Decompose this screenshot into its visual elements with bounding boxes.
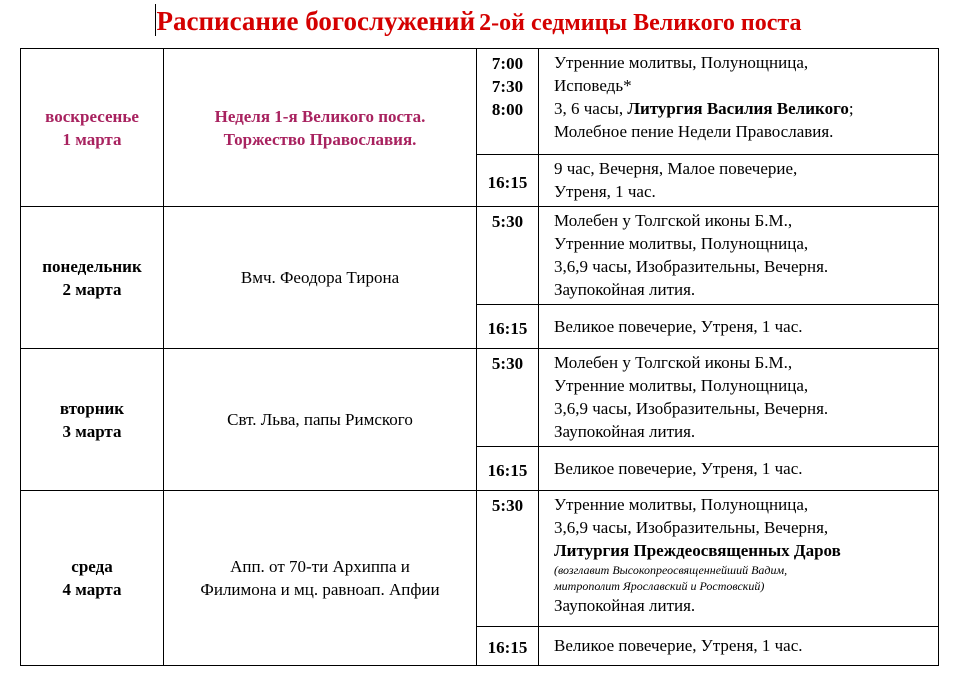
schedule-table <box>20 48 939 666</box>
table-row <box>21 207 939 305</box>
service-description: Великое повечерие, Утреня, 1 час. <box>539 305 939 349</box>
service-description: Утренние молитвы, Полунощница, Исповедь* 3, 6 часы, Литургия Василия Великого; Молебное пение Недели Православия. <box>539 49 939 155</box>
feast-cell: Неделя 1-я Великого поста. Торжество Православия. <box>164 49 477 207</box>
day-cell: вторник 3 марта <box>21 349 164 491</box>
day-cell: среда 4 марта <box>21 491 164 666</box>
day-cell: воскресенье 1 марта <box>21 49 164 207</box>
time-cell: 5:30 <box>477 207 539 305</box>
note-line: (возглавит Высокопреосвященнейший Вадим, <box>554 563 788 577</box>
time-cell: 5:30 <box>477 491 539 627</box>
text-cursor <box>155 4 156 36</box>
table-row <box>21 49 939 155</box>
feast-cell: Апп. от 70-ти Архиппа и Филимона и мц. равноап. Апфии <box>164 491 477 666</box>
service-description: Молебен у Толгской иконы Б.М., Утренние молитвы, Полунощница, 3,6,9 часы, Изобразительны, Вечерня. Заупокойная лития. <box>539 207 939 305</box>
table-row <box>21 491 939 627</box>
feast-cell: Вмч. Феодора Тирона <box>164 207 477 349</box>
liturgy-name: Литургия Преждеосвященных Даров <box>554 541 841 560</box>
service-description: Молебен у Толгской иконы Б.М., Утренние молитвы, Полунощница, 3,6,9 часы, Изобразительны, Вечерня. Заупокойная лития. <box>539 349 939 447</box>
service-description: Утренние молитвы, Полунощница, 3,6,9 часы, Изобразительны, Вечерня, Литургия Преждеосвященных Даров (возглавит Высокопреосвященнейший Вадим, митрополит Ярославский и Ростовский) Заупокойная лития. <box>539 491 939 627</box>
time-cell: 16:15 <box>477 155 539 207</box>
service-description: 9 час, Вечерня, Малое повечерие, Утреня, 1 час. <box>539 155 939 207</box>
time-cell: 5:30 <box>477 349 539 447</box>
time-cell: 16:15 <box>477 305 539 349</box>
time-cell: 16:15 <box>477 447 539 491</box>
time-cell: 7:00 7:30 8:00 <box>477 49 539 155</box>
table-row <box>21 349 939 447</box>
feast-cell: Свт. Льва, папы Римского <box>164 349 477 491</box>
day-cell: понедельник 2 марта <box>21 207 164 349</box>
service-description: Великое повечерие, Утреня, 1 час. <box>539 627 939 666</box>
service-description: Великое повечерие, Утреня, 1 час. <box>539 447 939 491</box>
time-cell: 16:15 <box>477 627 539 666</box>
note-line: митрополит Ярославский и Ростовский) <box>554 579 765 593</box>
liturgy-name: Литургия Василия Великого <box>627 99 849 118</box>
page-title: Расписание богослужений 2-ой седмицы Великого поста <box>156 6 802 36</box>
